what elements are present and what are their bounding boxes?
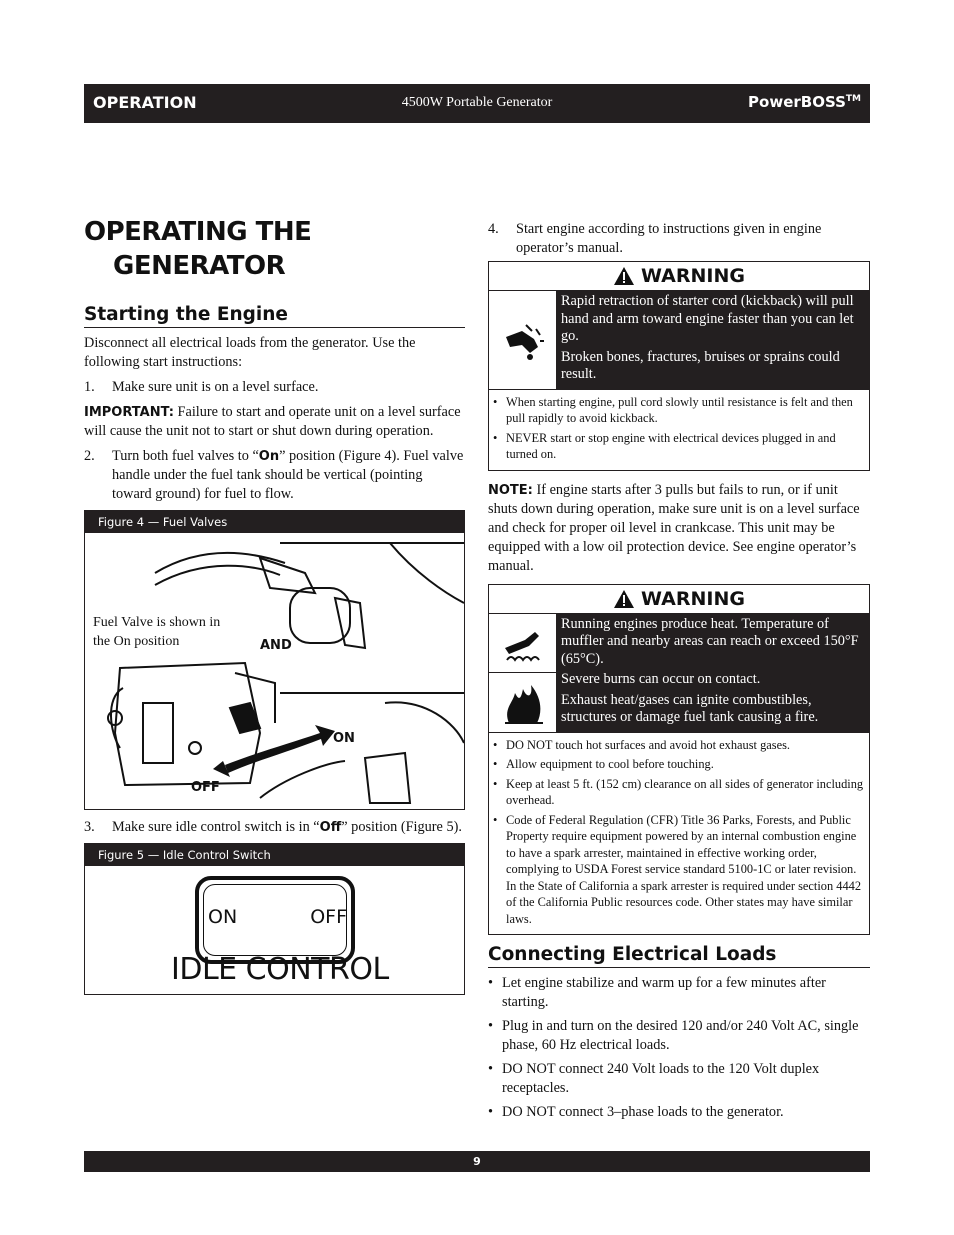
- switch-on-label: ON: [208, 906, 238, 928]
- page-footer: [84, 1151, 870, 1172]
- page-title: OPERATING THE GENERATOR: [84, 217, 312, 281]
- fire-icon: [489, 673, 556, 732]
- warning-kickback-list: • When starting engine, pull cord slowly until resistance is felt and then pull rapidly to avoid kickback. • NEVER start or stop engine with electrical devices plugged in and turned on.: [489, 389, 869, 470]
- section-heading-loads: Connecting Electrical Loads: [488, 945, 870, 968]
- label-on: ON: [333, 731, 355, 746]
- list-item: • DO NOT connect 3–phase loads to the generator.: [488, 1103, 870, 1122]
- list-item: • DO NOT connect 240 Volt loads to the 120 Volt duplex receptacles.: [488, 1060, 870, 1098]
- figure-5-caption: Figure 5 — Idle Control Switch: [85, 844, 464, 866]
- intro-text: Disconnect all electrical loads from the generator. Use the following start instructions:: [84, 335, 416, 370]
- warning-heat-text: Running engines produce heat. Temperature of muffler and nearby areas can reach or exceed 150°F (65°C). Severe burns can occur on contact. Exhaust heat/gases can ignite combustibles, structures or damage fuel tank causing a fire.: [556, 614, 869, 732]
- list-item: • Let engine stabilize and warm up for a few minutes after starting.: [488, 974, 870, 1012]
- warning-kickback-text: Rapid retraction of starter cord (kickback) will pull hand and arm toward engine faster than you can let go. Broken bones, fractures, bruises or sprains could result.: [556, 291, 869, 389]
- fuel-valve-drawing: [85, 533, 464, 809]
- page-number: 9: [473, 1155, 481, 1168]
- section-title: OPERATION: [93, 93, 197, 112]
- switch-off-label: OFF: [310, 906, 347, 928]
- step-1: 1. Make sure unit is on a level surface.: [84, 379, 319, 395]
- warning-heat-list: • DO NOT touch hot surfaces and avoid hot exhaust gases. • Allow equipment to cool before touching. • Keep at least 5 ft. (152 cm) clearance on all sides of generator including overhead. • Code of Federal Regulation (CFR) Title 36 Parks, Forests, and Public Property require equipment powered by an internal combustion engine to have a spark arrester, maintained in effective working order, complying to USDA Forest service standard 5100-1C or later revision. In the State of California a spark arrester is required under section 4442 of the California Public resources code. Other states may have similar laws.: [489, 732, 869, 935]
- step-3: 3. Make sure idle control switch is in “Off” position (Figure 5).: [84, 819, 462, 835]
- figure-4: [84, 510, 465, 810]
- warning-title: WARNING: [489, 262, 869, 291]
- left-column: [84, 215, 465, 1003]
- warning-triangle-icon: [613, 589, 635, 609]
- brand-logo: PowerBOSS™: [748, 93, 861, 111]
- fuel-valve-illustration: [85, 533, 464, 809]
- idle-control-illustration: [85, 866, 464, 994]
- label-off: OFF: [191, 780, 220, 795]
- idle-control-label: IDLE CONTROL: [171, 952, 389, 987]
- hot-surface-icon: [489, 614, 556, 674]
- product-title: 4500W Portable Generator: [401, 95, 553, 110]
- right-column: [488, 220, 870, 1127]
- loads-list: [488, 974, 870, 1122]
- warning-heat: [488, 584, 870, 936]
- list-item: • Plug in and turn on the desired 120 and/or 240 Volt AC, single phase, 60 Hz electrical loads.: [488, 1017, 870, 1055]
- section-heading-starting: Starting the Engine: [84, 305, 465, 328]
- step-2: 2. Turn both fuel valves to “On” position (Figure 4). Fuel valve handle under the fuel tank should be vertical (pointing toward ground) for fuel to flow.: [84, 448, 464, 502]
- important-note: IMPORTANT: Failure to start and operate unit on a level surface will cause the unit not to start or shut down during operation.: [84, 404, 461, 439]
- idle-switch-bezel: [195, 876, 355, 964]
- note-text: NOTE: If engine starts after 3 pulls but fails to run, or if unit shuts down during operation, make sure unit is on a level surface and check for proper oil level in crankcase. This unit may be equipped with a low oil protection device. See engine operator’s manual.: [488, 481, 860, 574]
- warning-triangle-icon: [613, 266, 635, 286]
- figure-5: [84, 843, 465, 995]
- figure-4-caption: Figure 4 — Fuel Valves: [85, 511, 464, 533]
- step-4: 4. Start engine according to instructions given in engine operator’s manual.: [488, 221, 822, 256]
- warning-title-2: WARNING: [489, 585, 869, 614]
- page-header: [84, 84, 870, 123]
- kickback-icon: [489, 291, 556, 389]
- fuel-valve-note: Fuel Valve is shown in the On position: [93, 615, 221, 649]
- warning-kickback: [488, 261, 870, 471]
- label-and: AND: [260, 638, 292, 653]
